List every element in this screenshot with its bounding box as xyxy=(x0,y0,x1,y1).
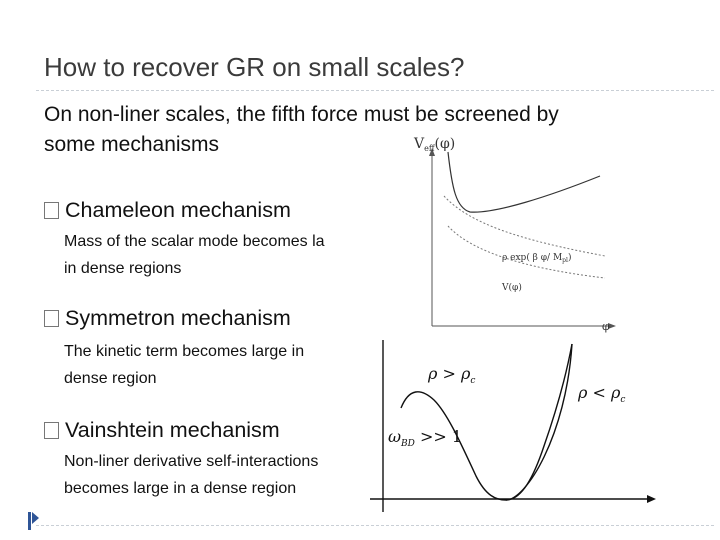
density-term-label: ρ exp( β φ/ $M_{pl}$) xyxy=(502,253,572,264)
high-density-label: $\rho > \rho_c$ xyxy=(428,364,476,386)
low-density-label: $\rho < \rho_c$ xyxy=(578,383,626,405)
description-line: Mass of the scalar mode becomes la xyxy=(64,233,325,250)
x-axis-arrow-icon xyxy=(647,495,656,503)
description-line: The kinetic term becomes large in xyxy=(64,343,305,360)
checkbox-icon xyxy=(44,202,59,219)
bullet-chameleon xyxy=(44,198,291,223)
bullet-label: Vainshtein mechanism xyxy=(65,418,280,442)
slide-title: How to recover GR on small scales? xyxy=(44,52,465,82)
omega-bd-label: $\omega_{BD} >> 1$ xyxy=(388,427,463,449)
bullet-description xyxy=(64,338,304,392)
description-line: in dense regions xyxy=(64,260,182,277)
description-line: Non-liner derivative self-interactions xyxy=(64,453,319,470)
bullet-description xyxy=(64,448,318,502)
low-density-curve xyxy=(506,344,572,500)
slide-corner-arrow-icon xyxy=(26,506,40,534)
bullet-description xyxy=(64,228,325,282)
checkbox-icon xyxy=(44,422,59,439)
x-axis-label: φ xyxy=(602,320,610,333)
bare-potential-curve xyxy=(448,226,605,278)
bullet-vainshtein xyxy=(44,418,280,443)
description-line: becomes large in a dense region xyxy=(64,480,297,497)
symmetron-potential-figure xyxy=(366,336,666,518)
description-line: dense region xyxy=(64,370,157,387)
bare-potential-label: V(φ) xyxy=(502,283,522,293)
intro-line-2: some mechanisms xyxy=(44,133,220,156)
title-divider xyxy=(36,90,714,91)
footer-divider xyxy=(36,525,714,526)
bullet-symmetron xyxy=(44,306,291,331)
intro-line-1: On non-liner scales, the fifth force must be screened by xyxy=(44,103,559,126)
density-term-curve xyxy=(444,196,605,256)
bullet-label: Symmetron mechanism xyxy=(65,306,291,330)
y-axis-label: $V_{eff}(\varphi)$ xyxy=(414,136,456,153)
checkbox-icon xyxy=(44,310,59,327)
bullet-label: Chameleon mechanism xyxy=(65,198,291,222)
high-density-curve xyxy=(401,344,572,500)
effective-potential-curve xyxy=(448,152,600,212)
chameleon-potential-figure xyxy=(400,128,625,340)
